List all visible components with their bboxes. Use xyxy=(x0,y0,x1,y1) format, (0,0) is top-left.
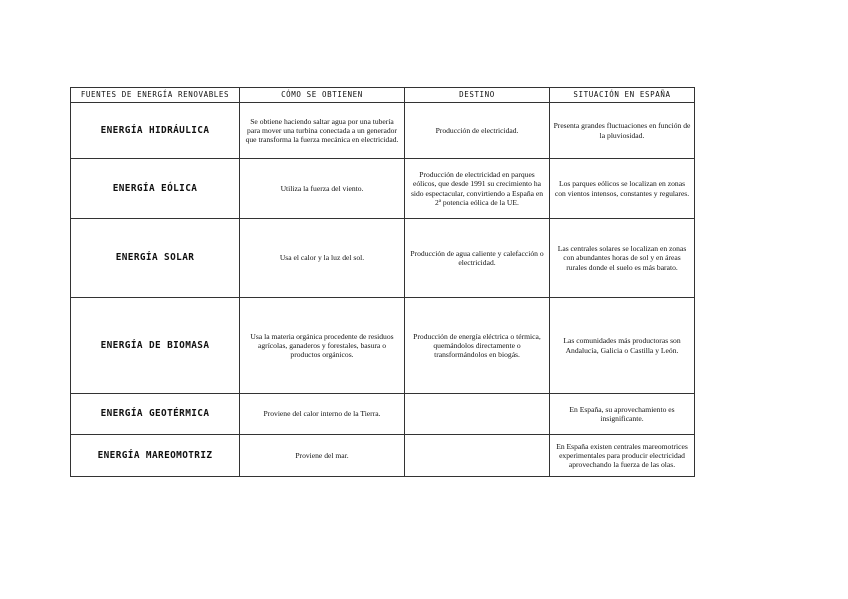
row-source-mareomotriz: ENERGÍA MAREOMOTRIZ xyxy=(71,435,240,477)
table-row xyxy=(71,103,695,159)
table-header-row xyxy=(71,88,695,103)
row-destination-eolica: Producción de electricidad en parques eólicos, que desde 1991 su crecimiento ha sido espectacular, convirtiendo a España en 2ª potencia eólica de la UE. xyxy=(405,159,550,219)
row-how-hidraulica: Se obtiene haciendo saltar agua por una tubería para mover una turbina conectada a un generador que transforma la fuerza mecánica en electricidad. xyxy=(240,103,405,159)
row-destination-solar: Producción de agua caliente y calefacción o electricidad. xyxy=(405,219,550,298)
row-destination-biomasa: Producción de energía eléctrica o térmica, quemándolos directamente o transformándolos en biogás. xyxy=(405,298,550,394)
table-row xyxy=(71,159,695,219)
header-situation: SITUACIÓN EN ESPAÑA xyxy=(550,88,695,103)
row-situation-biomasa: Las comunidades más productoras son Andalucía, Galicia o Castilla y León. xyxy=(550,298,695,394)
row-situation-eolica: Los parques eólicos se localizan en zonas con vientos intensos, constantes y regulares. xyxy=(550,159,695,219)
header-how: CÓMO SE OBTIENEN xyxy=(240,88,405,103)
table-row xyxy=(71,394,695,435)
row-destination-geotermica xyxy=(405,394,550,435)
row-destination-hidraulica: Producción de electricidad. xyxy=(405,103,550,159)
table-row xyxy=(71,219,695,298)
row-destination-mareomotriz xyxy=(405,435,550,477)
row-situation-hidraulica: Presenta grandes fluctuaciones en función de la pluviosidad. xyxy=(550,103,695,159)
row-situation-geotermica: En España, su aprovechamiento es insignificante. xyxy=(550,394,695,435)
row-source-hidraulica: ENERGÍA HIDRÁULICA xyxy=(71,103,240,159)
row-source-biomasa: ENERGÍA DE BIOMASA xyxy=(71,298,240,394)
row-how-mareomotriz: Proviene del mar. xyxy=(240,435,405,477)
row-how-solar: Usa el calor y la luz del sol. xyxy=(240,219,405,298)
table-row xyxy=(71,298,695,394)
table-row xyxy=(71,435,695,477)
row-situation-mareomotriz: En España existen centrales mareomotrices experimentales para producir electricidad aprovechando la fuerza de las olas. xyxy=(550,435,695,477)
row-source-solar: ENERGÍA SOLAR xyxy=(71,219,240,298)
row-how-eolica: Utiliza la fuerza del viento. xyxy=(240,159,405,219)
renewable-energy-table xyxy=(70,87,695,477)
row-how-geotermica: Proviene del calor interno de la Tierra. xyxy=(240,394,405,435)
header-destination: DESTINO xyxy=(405,88,550,103)
row-source-geotermica: ENERGÍA GEOTÉRMICA xyxy=(71,394,240,435)
header-source: FUENTES DE ENERGÍA RENOVABLES xyxy=(71,88,240,103)
row-situation-solar: Las centrales solares se localizan en zonas con abundantes horas de sol y en áreas rurales donde el suelo es más barato. xyxy=(550,219,695,298)
row-source-eolica: ENERGÍA EÓLICA xyxy=(71,159,240,219)
row-how-biomasa: Usa la materia orgánica procedente de residuos agrícolas, ganaderos y forestales, basura o productos orgánicos. xyxy=(240,298,405,394)
